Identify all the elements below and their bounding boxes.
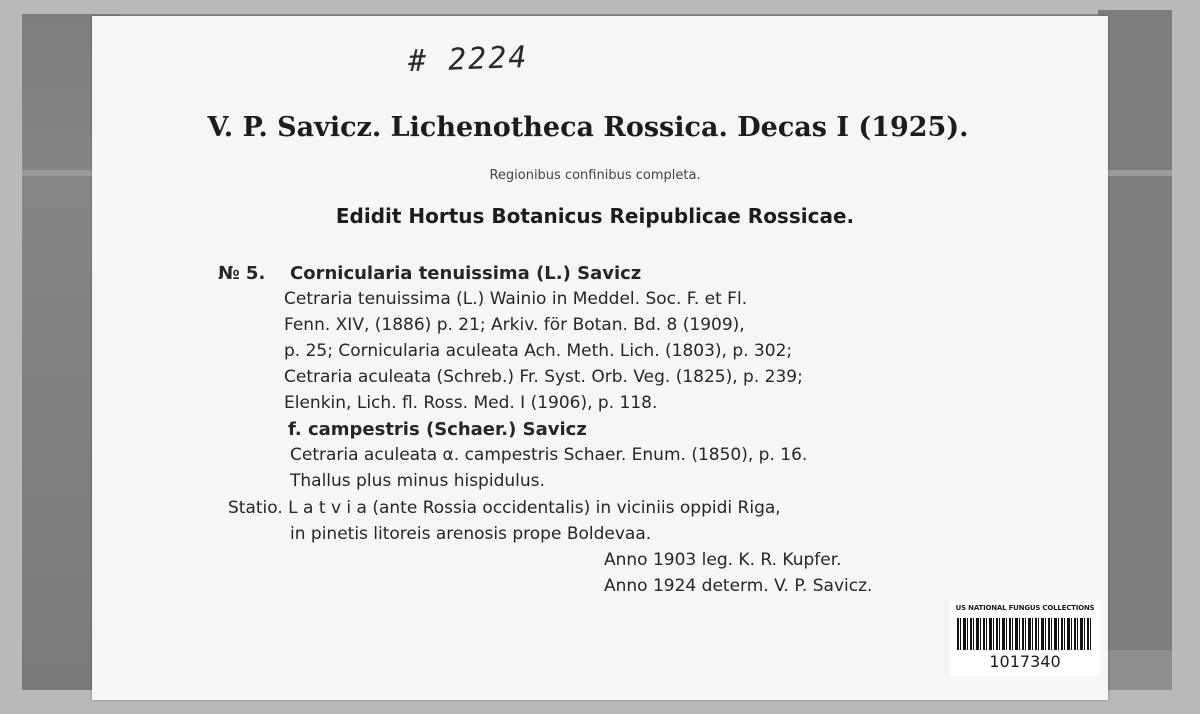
barcode-bars (957, 618, 1093, 650)
barcode-label (950, 600, 1100, 676)
synonym-line: Fenn. XIV, (1886) p. 21; Arkiv. för Botan. Bd. 8 (1909), (284, 315, 745, 335)
synonym-line: p. 25; Cornicularia aculeata Ach. Meth. Lich. (1803), p. 302; (284, 341, 793, 361)
packet-right-flap (1098, 10, 1172, 650)
entry-number: № 5. (218, 263, 266, 284)
label-subtitle: Regionibus confinibus completa. (489, 168, 701, 183)
synonym-line: Cetraria aculeata (Schreb.) Fr. Syst. Orb. Veg. (1825), p. 239; (284, 367, 803, 387)
statio-line: in pinetis litoreis arenosis prope Boldevaa. (290, 524, 652, 544)
handwritten-number: # 2224 (407, 39, 529, 80)
form-name: f. campestris (Schaer.) Savicz (288, 419, 587, 440)
collection-line: Anno 1903 leg. K. R. Kupfer. (604, 550, 842, 570)
form-line: Thallus plus minus hispidulus. (290, 471, 545, 491)
form-line: Cetraria aculeata α. campestris Schaer. Enum. (1850), p. 16. (290, 445, 808, 465)
synonym-line: Cetraria tenuissima (L.) Wainio in Meddel. Soc. F. et Fl. (284, 289, 748, 309)
synonym-line: Elenkin, Lich. fl. Ross. Med. I (1906), p. 118. (284, 393, 658, 413)
species-name: Cornicularia tenuissima (L.) Savicz (290, 263, 642, 284)
label-editor: Edidit Hortus Botanicus Reipublicae Rossicae. (335, 204, 855, 228)
barcode-header: US NATIONAL FUNGUS COLLECTIONS (955, 604, 1095, 612)
label-title: V. P. Savicz. Lichenotheca Rossica. Decas I (1925). (207, 112, 969, 143)
collection-line: Anno 1924 determ. V. P. Savicz. (604, 576, 873, 596)
statio-line: Statio. L a t v i a (ante Rossia occidentalis) in viciniis oppidi Riga, (228, 498, 781, 518)
barcode-number: 1017340 (989, 652, 1061, 671)
